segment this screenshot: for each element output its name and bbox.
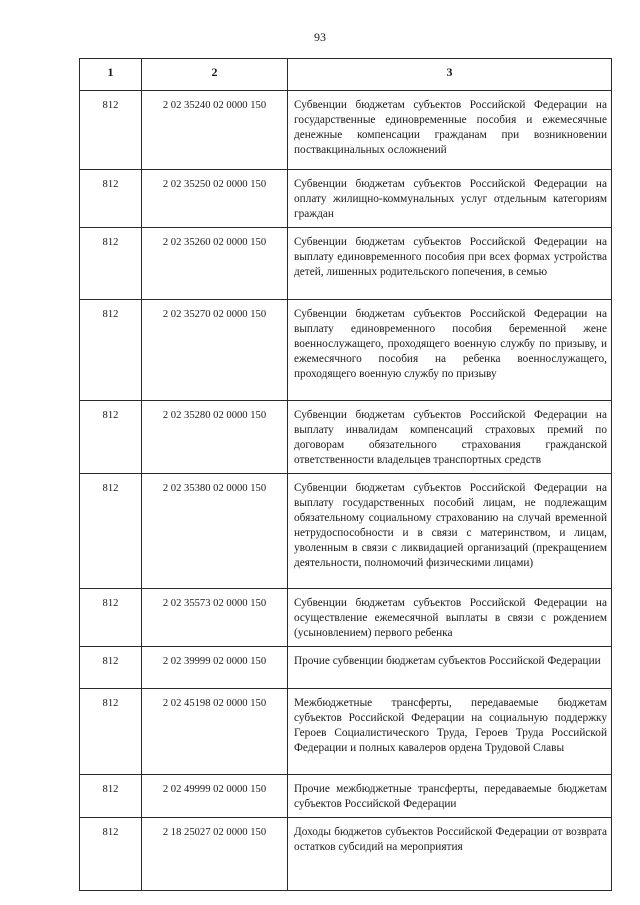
budget-code-table bbox=[79, 58, 612, 891]
admin-code-cell: 812 bbox=[80, 775, 142, 818]
description-cell: Субвенции бюджетам субъектов Российской Федерации на государственные единовременные пособия и ежемесячные денежные компенсации гражданам при возникновении поствакцинальных осложнений bbox=[288, 91, 612, 170]
table-row bbox=[80, 228, 612, 300]
table-row bbox=[80, 647, 612, 689]
table-row bbox=[80, 474, 612, 589]
table-row bbox=[80, 818, 612, 891]
admin-code-cell: 812 bbox=[80, 647, 142, 689]
kbk-code-cell: 2 02 35250 02 0000 150 bbox=[142, 170, 288, 228]
column-header-2: 2 bbox=[142, 59, 288, 91]
table-row bbox=[80, 300, 612, 401]
admin-code-cell: 812 bbox=[80, 170, 142, 228]
kbk-code-cell: 2 02 35240 02 0000 150 bbox=[142, 91, 288, 170]
kbk-code-cell: 2 02 35280 02 0000 150 bbox=[142, 401, 288, 474]
description-cell: Субвенции бюджетам субъектов Российской Федерации на осуществление ежемесячной выплаты в связи с рождением (усыновлением) первого ребенка bbox=[288, 589, 612, 647]
table-row bbox=[80, 91, 612, 170]
admin-code-cell: 812 bbox=[80, 300, 142, 401]
kbk-code-cell: 2 02 45198 02 0000 150 bbox=[142, 689, 288, 775]
table-row bbox=[80, 775, 612, 818]
kbk-code-cell: 2 02 39999 02 0000 150 bbox=[142, 647, 288, 689]
description-cell: Прочие субвенции бюджетам субъектов Российской Федерации bbox=[288, 647, 612, 689]
admin-code-cell: 812 bbox=[80, 474, 142, 589]
description-cell: Субвенции бюджетам субъектов Российской Федерации на выплату единовременного пособия беременной жене военнослужащего, проходящего военную службу по призыву, и ежемесячного пособия на ребенка военнослужащего, проходящего военную службу по призыву bbox=[288, 300, 612, 401]
description-cell: Субвенции бюджетам субъектов Российской Федерации на выплату государственных пособий лицам, не подлежащим обязательному социальному страхованию на случай временной нетрудоспособности и в связи с материнством, и лицам, уволенным в связи с ликвидацией организаций (прекращением деятельности, полномочий физическими лицами) bbox=[288, 474, 612, 589]
kbk-code-cell: 2 02 35573 02 0000 150 bbox=[142, 589, 288, 647]
kbk-code-cell: 2 02 35380 02 0000 150 bbox=[142, 474, 288, 589]
table-row bbox=[80, 401, 612, 474]
table-row bbox=[80, 689, 612, 775]
admin-code-cell: 812 bbox=[80, 228, 142, 300]
table-row bbox=[80, 589, 612, 647]
kbk-code-cell: 2 18 25027 02 0000 150 bbox=[142, 818, 288, 891]
table-header-row bbox=[80, 59, 612, 91]
admin-code-cell: 812 bbox=[80, 589, 142, 647]
column-header-3: 3 bbox=[288, 59, 612, 91]
kbk-code-cell: 2 02 49999 02 0000 150 bbox=[142, 775, 288, 818]
admin-code-cell: 812 bbox=[80, 401, 142, 474]
admin-code-cell: 812 bbox=[80, 689, 142, 775]
kbk-code-cell: 2 02 35270 02 0000 150 bbox=[142, 300, 288, 401]
kbk-code-cell: 2 02 35260 02 0000 150 bbox=[142, 228, 288, 300]
description-cell: Субвенции бюджетам субъектов Российской Федерации на оплату жилищно-коммунальных услуг отдельным категориям граждан bbox=[288, 170, 612, 228]
admin-code-cell: 812 bbox=[80, 91, 142, 170]
description-cell: Прочие межбюджетные трансферты, передаваемые бюджетам субъектов Российской Федерации bbox=[288, 775, 612, 818]
page-number: 93 bbox=[314, 30, 326, 44]
admin-code-cell: 812 bbox=[80, 818, 142, 891]
description-cell: Межбюджетные трансферты, передаваемые бюджетам субъектов Российской Федерации на социальную поддержку Героев Социалистического Труда, Героев Труда Российской Федерации и полных кавалеров ордена Трудовой Славы bbox=[288, 689, 612, 775]
column-header-1: 1 bbox=[80, 59, 142, 91]
description-cell: Субвенции бюджетам субъектов Российской Федерации на выплату единовременного пособия при всех формах устройства детей, лишенных родительского попечения, в семью bbox=[288, 228, 612, 300]
description-cell: Субвенции бюджетам субъектов Российской Федерации на выплату инвалидам компенсаций страховых премий по договорам обязательного страхования гражданской ответственности владельцев транспортных средств bbox=[288, 401, 612, 474]
description-cell: Доходы бюджетов субъектов Российской Федерации от возврата остатков субсидий на мероприятия bbox=[288, 818, 612, 891]
table-row bbox=[80, 170, 612, 228]
